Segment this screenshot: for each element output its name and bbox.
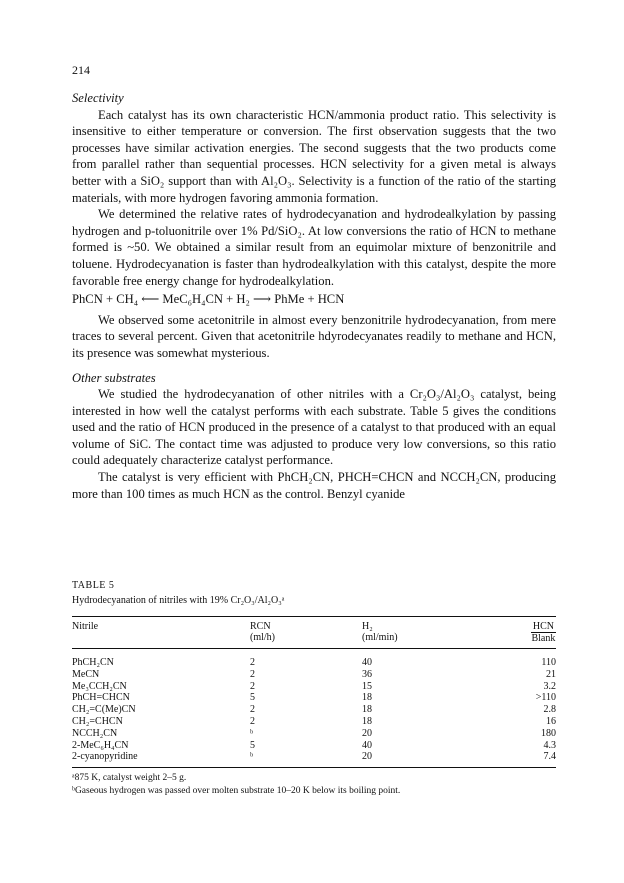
cell-rcn: 2 [250, 680, 255, 692]
footnote-b: ᵇGaseous hydrogen was passed over molten substrate 10–20 K below its boiling point. [72, 786, 401, 797]
header-ratio-denominator: Blank [531, 633, 556, 644]
cell-h2: 20 [362, 751, 372, 763]
reaction-equation: PhCN + CH₄ ⟵ MeC₆H₄CN + H₂ ⟶ PhMe + HCN [72, 292, 345, 307]
header-ratio-numerator: HCN [532, 621, 554, 632]
cell-nitrile: 2-cyanopyridine [72, 751, 138, 763]
data-table [72, 616, 556, 768]
cell-rcn: 2 [250, 668, 255, 680]
table-row [72, 704, 556, 716]
table-header-row [72, 617, 556, 649]
cell-nitrile: MeCN [72, 668, 100, 680]
cell-rcn: 2 [250, 715, 255, 727]
cell-h2: 36 [362, 668, 372, 680]
cell-ratio: 180 [541, 727, 556, 739]
cell-ratio: >110 [535, 692, 556, 704]
header-rcn-unit: (ml/h) [250, 632, 275, 643]
section-heading-selectivity: Selectivity [72, 91, 124, 105]
paragraph: The catalyst is very efficient with PhCH₂CN, PHCH=CHCN and NCCH₂CN, producing more than 100 times as much HCN as the control. Benzyl cyanide [72, 470, 556, 501]
cell-rcn: ᵇ [250, 727, 254, 739]
cell-rcn: 5 [250, 739, 255, 751]
cell-nitrile: PhCH₂CN [72, 657, 114, 668]
cell-ratio: 21 [546, 668, 556, 680]
cell-nitrile: 2-MeC₆H₄CN [72, 739, 129, 751]
table-label: TABLE 5 [72, 580, 115, 591]
table-5 [72, 580, 556, 798]
page-number: 214 [72, 63, 90, 77]
cell-h2: 18 [362, 704, 372, 716]
cell-h2: 40 [362, 657, 372, 668]
cell-ratio: 3.2 [543, 680, 556, 692]
cell-nitrile: NCCH₂CN [72, 727, 118, 739]
cell-rcn: 2 [250, 657, 255, 668]
cell-h2: 40 [362, 739, 372, 751]
cell-h2: 18 [362, 715, 372, 727]
table-row [72, 740, 556, 752]
table-row [72, 669, 556, 681]
cell-ratio: 110 [541, 657, 556, 668]
paragraph: We determined the relative rates of hydrodecyanation and hydrodealkylation by passing hydrogen and p-toluonitrile over 1% Pd/SiO₂. At low conversions the ratio of HCN to methane formed is ~50. We obtained a similar result from an equimolar mixture of benzonitrile and toluene. Hydrodecyanation is faster than hydrodealkylation with this catalyst, despite the more favorable free energy change for hydrodealkylation. [72, 207, 556, 288]
table-caption: Hydrodecyanation of nitriles with 19% Cr₂O₃/Al₂O₃ᵃ [72, 595, 285, 606]
cell-nitrile: CH₂=C(Me)CN [72, 704, 136, 716]
footnote-a: ᵃ875 K, catalyst weight 2–5 g. [72, 773, 187, 784]
table-row [72, 649, 556, 669]
table-footnotes [72, 772, 556, 798]
cell-nitrile: PhCH=CHCN [72, 692, 130, 704]
cell-h2: 15 [362, 680, 372, 692]
cell-rcn: 5 [250, 692, 255, 704]
table-row [72, 728, 556, 740]
table-row [72, 681, 556, 693]
table-row [72, 716, 556, 728]
table-row [72, 692, 556, 704]
header-nitrile: Nitrile [72, 621, 99, 632]
table-body [72, 649, 556, 768]
cell-ratio: 16 [546, 715, 556, 727]
cell-h2: 18 [362, 692, 372, 704]
cell-h2: 20 [362, 727, 372, 739]
paragraph: We studied the hydrodecyanation of other nitriles with a Cr₂O₃/Al₂O₃ catalyst, being interested in how well the catalyst performs with each substrate. Table 5 gives the conditions used and the ratio of HCN produced in the presence of a catalyst to that produced with an equal volume of SiC. The contact time was adjusted to produce very low conversions, so this ratio could adequately characterize catalyst performance. [72, 387, 556, 468]
header-h2: H₂ (ml/min) [362, 621, 398, 643]
cell-ratio: 2.8 [543, 704, 556, 716]
cell-nitrile: Me₃CCH₂CN [72, 680, 127, 692]
header-rcn: RCN (ml/h) [250, 621, 275, 643]
header-h2-unit: (ml/min) [362, 632, 398, 643]
cell-ratio: 7.4 [543, 751, 556, 763]
cell-ratio: 4.3 [543, 739, 556, 751]
section-heading-other-substrates: Other substrates [72, 370, 156, 385]
cell-rcn: 2 [250, 704, 255, 716]
header-ratio [472, 617, 556, 649]
paragraph: We observed some acetonitrile in almost every benzonitrile hydrodecyanation, from mere traces to several percent. Given that acetonitrile hdyrodecyanates readily to methane and HCN, its presence was somewhat mysterious. [72, 312, 556, 360]
paragraph: Each catalyst has its own characteristic HCN/ammonia product ratio. This selectivity is insensitive to either temperature or conversion. The first observation suggests that the two processes have similar activation energies. The second suggests that the two products come from parallel rather than sequential processes. HCN selectivity for a given metal is always better with a SiO₂ support than with Al₂O₃. Selectivity is a function of the ratio of the starting materials, with more hydrogen favoring ammonia formation. [72, 107, 556, 205]
body-text [72, 90, 556, 502]
cell-nitrile: CH₂=CHCN [72, 715, 123, 727]
cell-rcn: ᵇ [250, 751, 254, 763]
table-row [72, 751, 556, 767]
